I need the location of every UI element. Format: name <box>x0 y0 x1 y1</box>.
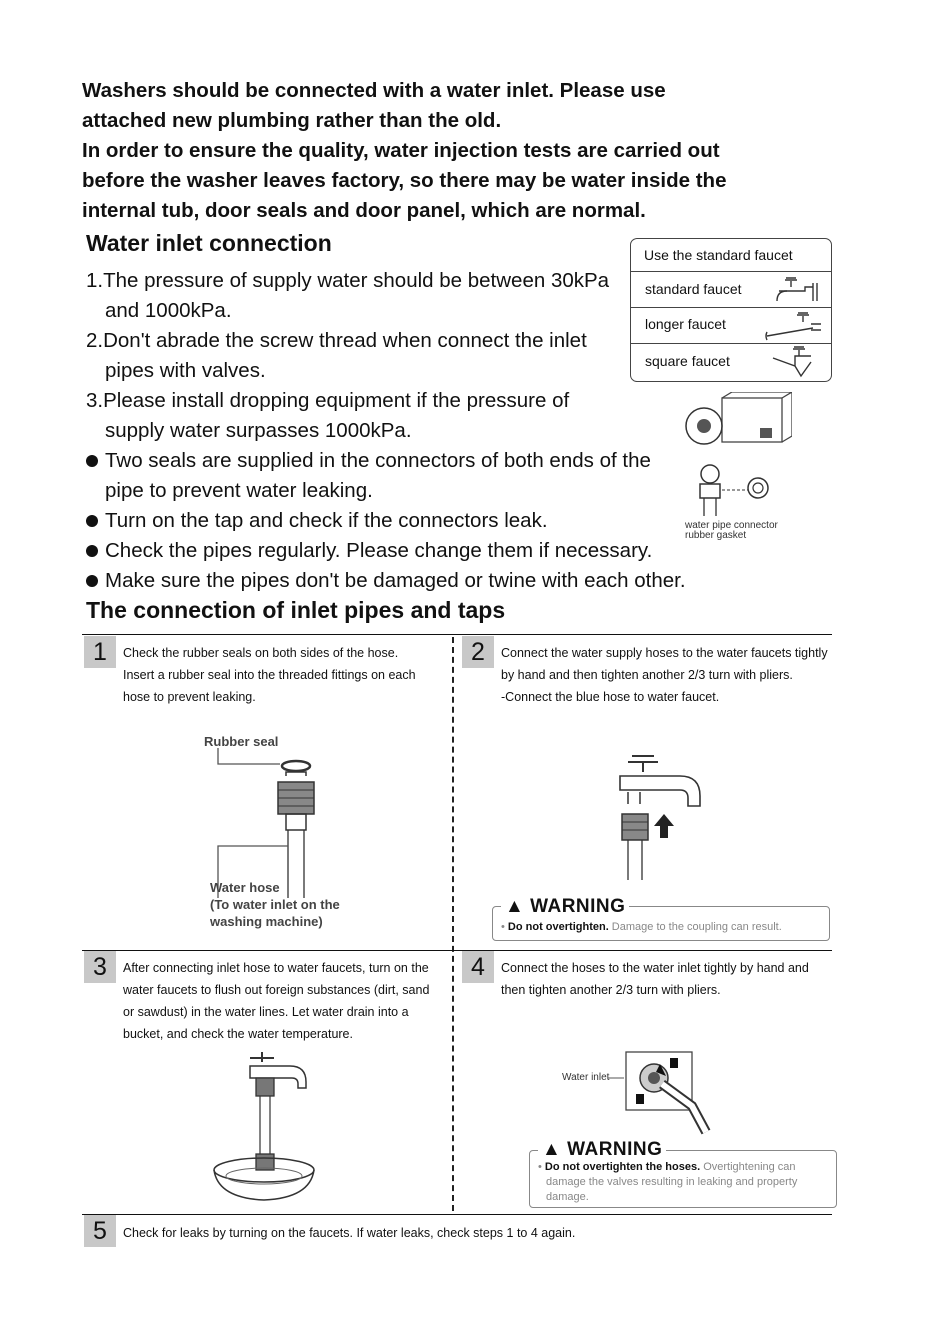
section-title-inlet-pipes: The connection of inlet pipes and taps <box>86 597 506 623</box>
requirement-item: 2.Don't abrade the screw thread when connect the inlet pipes with valves. <box>86 329 587 382</box>
faucet-row-label: longer faucet <box>645 316 726 332</box>
step-line: Insert a rubber seal into the threaded fittings on each <box>123 668 416 682</box>
step-number: 3 <box>84 951 116 983</box>
warning-title-text: WARNING <box>567 1139 663 1160</box>
divider <box>82 634 832 635</box>
step-line: or sawdust) in the water lines. Let water drain into a <box>123 1005 409 1019</box>
longer-faucet-icon <box>763 310 825 342</box>
warning-bold: Do not overtighten. <box>507 921 609 933</box>
step-number: 2 <box>462 636 494 668</box>
column-divider <box>452 637 454 1211</box>
requirement-item: 3.Please install dropping equipment if the pressure of supply water surpasses 1000kPa. <box>86 389 570 442</box>
hose-fitting-illustration <box>210 748 350 898</box>
step-line: Connect the water supply hoses to the water faucets tightly <box>501 646 828 660</box>
water-hose-label <box>210 879 340 930</box>
rubber-seal-label: Rubber seal <box>204 734 279 749</box>
step-number: 4 <box>462 951 494 983</box>
water-inlet-illustration <box>606 1048 726 1143</box>
bullet-item: Make sure the pipes don't be damaged or twine with each other. <box>86 566 765 596</box>
requirement-item: 1.The pressure of supply water should be between 30kPa and 1000kPa. <box>86 269 610 322</box>
warning-detail: Overtightening can <box>700 1161 796 1173</box>
water-hose-line: Water hose <box>210 880 280 895</box>
step-line: Check the rubber seals on both sides of the hose. <box>123 646 399 660</box>
water-hose-line: (To water inlet on the <box>210 897 340 912</box>
step-line: then tighten another 2/3 turn with pliers. <box>501 983 721 997</box>
warning-bold: Do not overtighten the hoses. <box>544 1161 701 1173</box>
warning-line: damage the valves resulting in leaking and property <box>546 1176 798 1188</box>
step-line: hose to prevent leaking. <box>123 690 256 704</box>
warning-title-text: WARNING <box>530 896 626 917</box>
intro-line: internal tub, door seals and door panel, which are normal. <box>82 199 646 222</box>
intro-line: Washers should be connected with a water inlet. Please use <box>82 79 666 102</box>
faucet-row-label: square faucet <box>645 353 730 369</box>
bullet-item: Turn on the tap and check if the connectors leak. <box>86 506 686 536</box>
intro-line: In order to ensure the quality, water injection tests are carried out <box>82 139 720 162</box>
standard-faucet-icon <box>773 275 825 305</box>
step-line: Check for leaks by turning on the faucets. If water leaks, check steps 1 to 4 again. <box>123 1226 576 1240</box>
washer-connector-illustration <box>682 392 792 522</box>
warning-title <box>538 1139 666 1161</box>
connector-label: rubber gasket <box>685 530 747 541</box>
warning-box-2 <box>529 1139 837 1208</box>
connector-label: water pipe connector <box>685 520 778 531</box>
faucet-table <box>630 238 832 382</box>
warning-title <box>501 896 629 918</box>
square-faucet-icon <box>769 344 821 378</box>
warning-text <box>538 1160 830 1205</box>
step-3-text <box>123 957 453 1045</box>
connector-labels <box>685 521 778 541</box>
intro-line: attached new plumbing rather than the old. <box>82 109 502 132</box>
step-4-text <box>501 957 861 1001</box>
divider <box>82 1214 832 1215</box>
warning-icon: ▲ <box>505 896 525 917</box>
warning-line: damage. <box>546 1191 589 1203</box>
step-line: water faucets to flush out foreign substances (dirt, sand <box>123 983 430 997</box>
step-line: bucket, and check the water temperature. <box>123 1027 353 1041</box>
warning-box-1 <box>492 896 830 941</box>
faucet-hose-illustration <box>610 752 720 882</box>
faucet-row-label: standard faucet <box>645 281 742 297</box>
bullet-item: Two seals are supplied in the connectors of both ends of the pipe to prevent water leaking. <box>86 446 665 506</box>
faucet-bucket-illustration <box>210 1046 320 1206</box>
step-2-text <box>501 642 861 708</box>
step-line: Connect the hoses to the water inlet tightly by hand and <box>501 961 809 975</box>
step-line: by hand and then tighten another 2/3 turn with pliers. <box>501 668 793 682</box>
bullet-item: Check the pipes regularly. Please change them if necessary. <box>86 536 745 566</box>
step-number: 5 <box>84 1215 116 1247</box>
step-number: 1 <box>84 636 116 668</box>
step-1-text <box>123 642 453 708</box>
faucet-table-header: Use the standard faucet <box>644 247 793 263</box>
intro-text <box>82 76 842 226</box>
water-hose-line: washing machine) <box>210 914 323 929</box>
section-title-water-inlet: Water inlet connection <box>86 230 332 256</box>
step-line: -Connect the blue hose to water faucet. <box>501 690 720 704</box>
water-inlet-label: Water inlet <box>562 1072 610 1083</box>
warning-icon: ▲ <box>542 1139 562 1160</box>
requirements-list <box>86 266 686 596</box>
step-5-text <box>123 1222 823 1244</box>
divider <box>82 950 832 951</box>
step-line: After connecting inlet hose to water faucets, turn on the <box>123 961 429 975</box>
warning-text: • Do not overtighten. Damage to the coupling can result. <box>501 921 782 933</box>
intro-line: before the washer leaves factory, so there may be water inside the <box>82 169 727 192</box>
warning-detail: Damage to the coupling can result. <box>608 921 782 933</box>
warning-line: • Do not overtighten the hoses. Overtightening can <box>538 1161 796 1173</box>
